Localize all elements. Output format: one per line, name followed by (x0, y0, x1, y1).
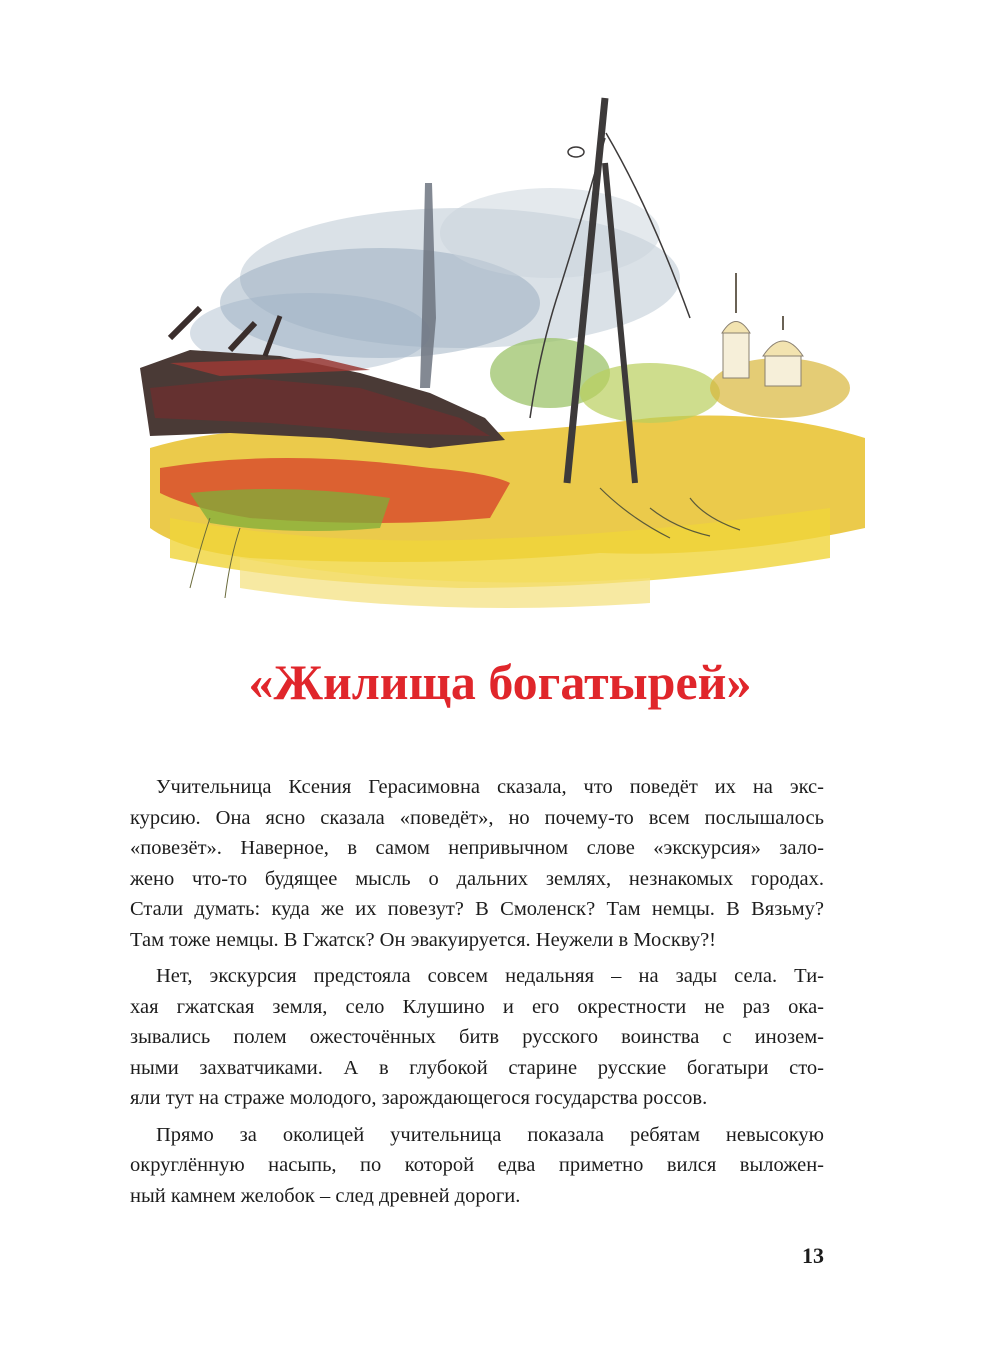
text-line: хая гжатская земля, село Клушино и его окрестности не раз ока- (130, 995, 824, 1018)
chapter-title: «Жилища богатырей» (248, 654, 752, 710)
text-line: зывались полем ожесточённых битв русского воинства с инозем- (130, 1026, 824, 1048)
text-line: ный камнем желобок – след древней дороги. (130, 1184, 521, 1207)
text-line: Там тоже немцы. В Гжатск? Он эвакуируется. Неужели в Москву?! (130, 928, 716, 951)
text-line: курсию. Она ясно сказала «поведёт», но почему-то всем послышалось (130, 806, 824, 829)
page-number: 13 (802, 1243, 824, 1268)
text-line: Нет, экскурсия предстояла совсем недальняя – на зады села. Ти- (156, 965, 824, 987)
paragraph (130, 1120, 824, 1212)
text-line: Учительница Ксения Герасимовна сказала, что поведёт их на экс- (156, 776, 824, 798)
paragraph (130, 961, 824, 1114)
text-line: жено что-то будящее мысль о дальних землях, незнакомых городах. (130, 867, 824, 890)
watercolor-illustration (130, 88, 870, 618)
body-text (130, 772, 824, 1211)
text-line: Стали думать: куда же их повезут? В Смоленск? Там немцы. В Вязьму? (130, 898, 824, 920)
text-line: округлённую насыпь, по которой едва приметно вился выложен- (130, 1154, 824, 1176)
text-line: Прямо за околицей учительница показала ребятам невысокую (156, 1123, 824, 1146)
text-line: «повезёт». Наверное, в самом непривычном слове «экскурсия» зало- (130, 837, 824, 859)
paragraph (130, 772, 824, 955)
text-line: ными захватчиками. А в глубокой старине русские богатыри сто- (130, 1056, 824, 1079)
text-line: яли тут на страже молодого, зарождающегося государства россов. (130, 1087, 708, 1109)
